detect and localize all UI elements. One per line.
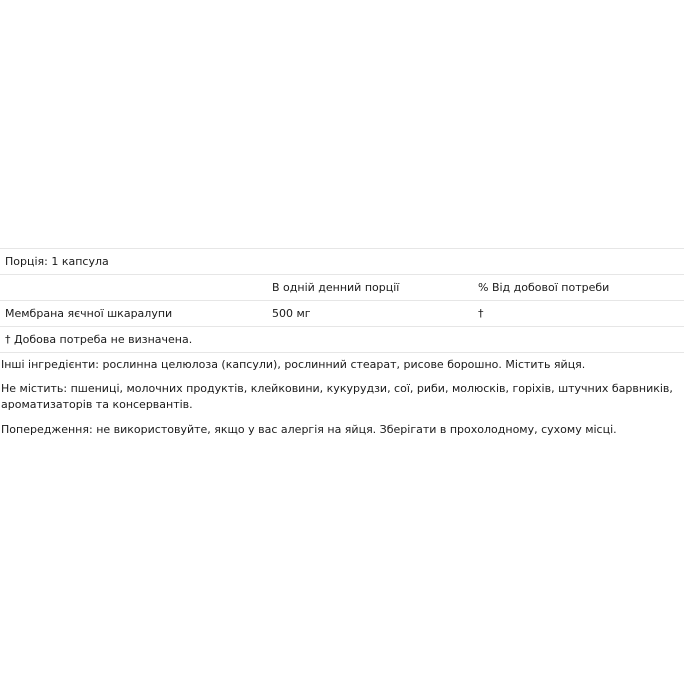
serving-size-row xyxy=(0,248,684,274)
table-header-row xyxy=(0,274,684,300)
other-ingredients-text: Інші інгредієнти: рослинна целюлоза (капсули), рослинний стеарат, рисове борошно. Містить яйця. xyxy=(1,358,586,371)
free-of-text: Не містить: пшениці, молочних продуктів, клейковини, кукурудзи, сої, риби, молюсків, горіхів, штучних барвників, ароматизаторів та консервантів. xyxy=(1,382,673,411)
product-notes xyxy=(1,357,685,446)
warning-text: Попередження: не використовуйте, якщо у вас алергія на яйця. Зберігати в прохолодному, сухому місці. xyxy=(1,423,617,436)
ingredient-name: Мембрана яєчної шкаралупи xyxy=(5,307,173,320)
header-daily-value: % Від добової потреби xyxy=(478,281,610,294)
header-amount-per-serving: В одній денний порції xyxy=(272,281,400,294)
daily-value-footnote: † Добова потреба не визначена. xyxy=(5,333,193,346)
ingredient-amount: 500 мг xyxy=(272,307,311,320)
ingredient-daily-value: † xyxy=(478,307,484,320)
supplement-facts-table xyxy=(0,248,684,353)
footnote-row xyxy=(0,326,684,353)
serving-size: Порція: 1 капсула xyxy=(5,255,109,268)
table-row xyxy=(0,300,684,326)
